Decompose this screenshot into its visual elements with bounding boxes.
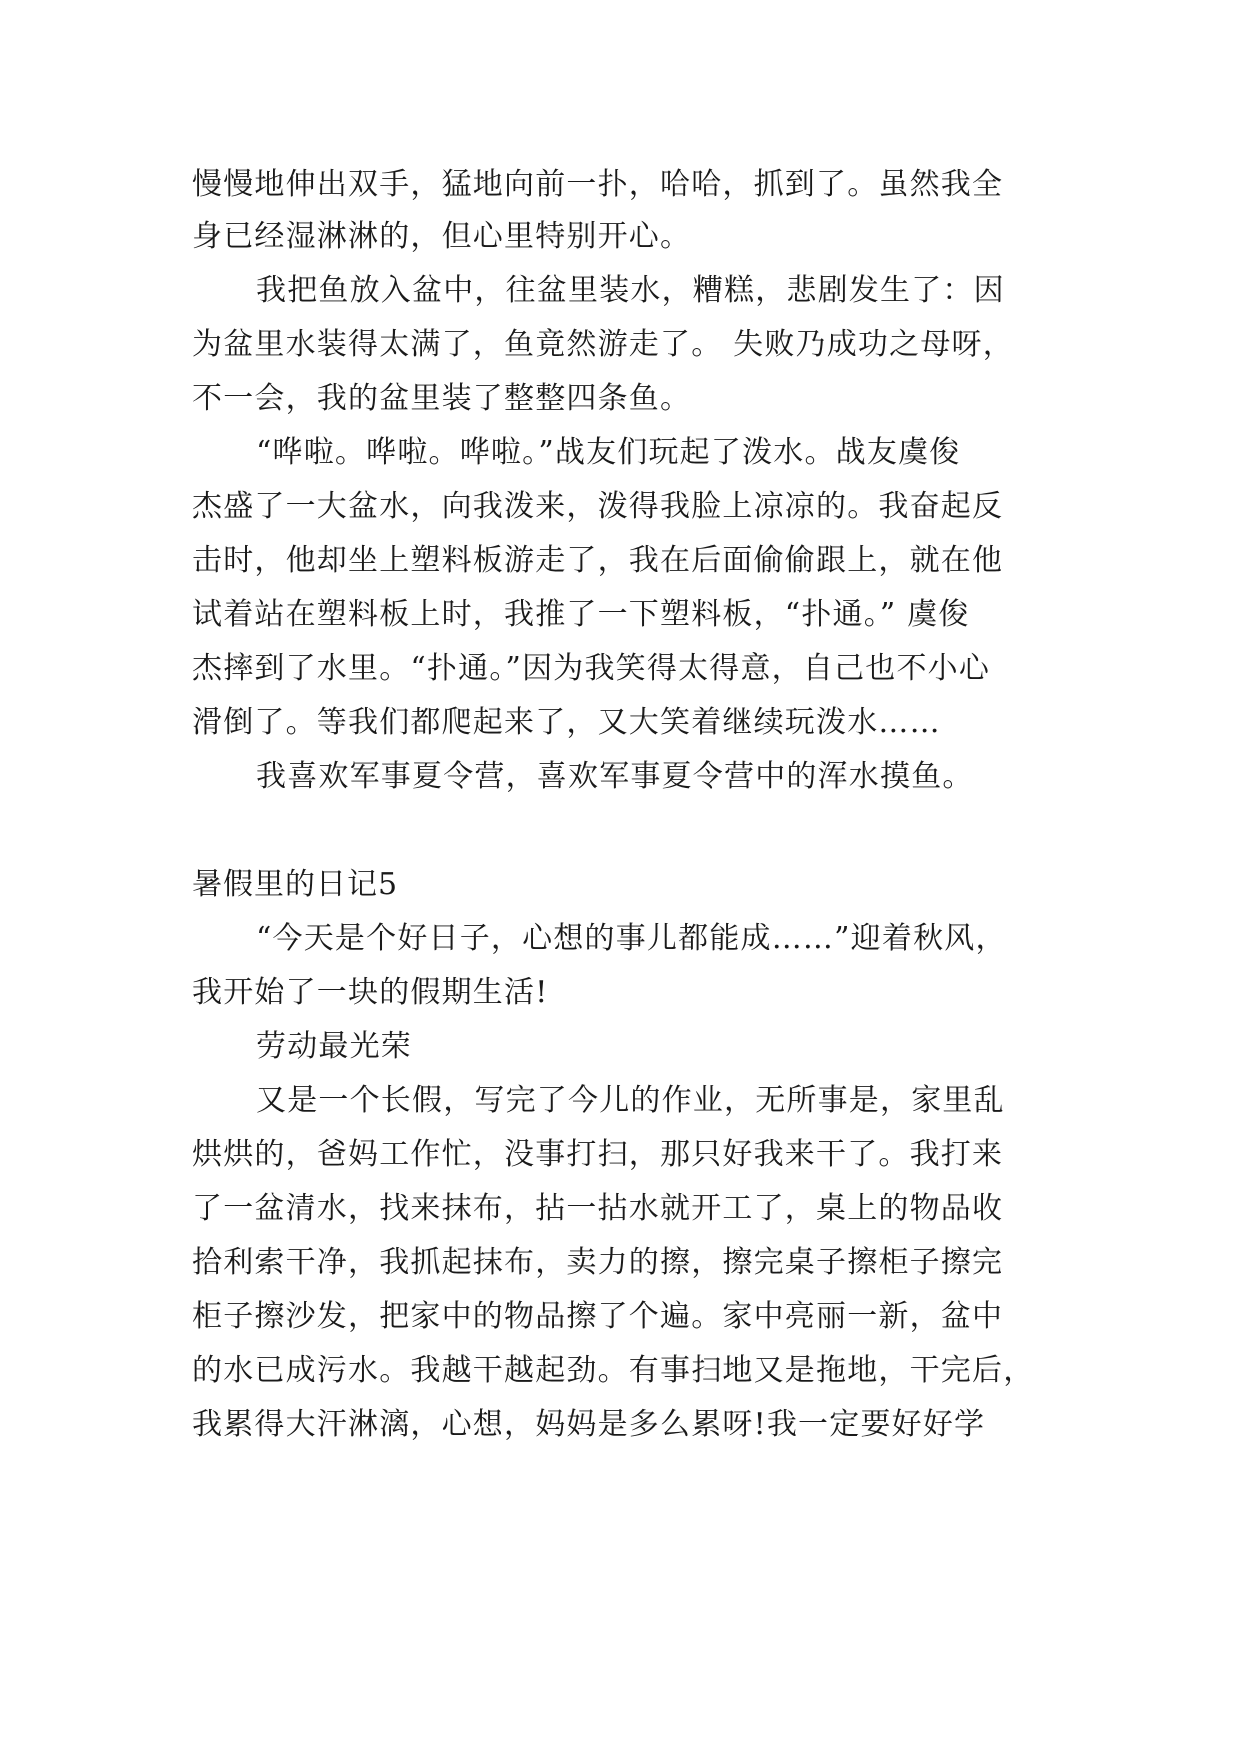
paragraph-line: 我把鱼放入盆中，往盆里装水，糟糕，悲剧发生了：因 xyxy=(256,273,1005,308)
paragraph-line: 击时，他却坐上塑料板游走了，我在后面偷偷跟上，就在他 xyxy=(192,543,1004,578)
paragraph-line: 烘烘的，爸妈工作忙，没事打扫，那只好我来干了。我打来 xyxy=(192,1137,1004,1172)
paragraph-line: 又是一个长假，写完了今儿的作业，无所事是，家里乱 xyxy=(256,1083,1005,1118)
paragraph-line: 慢慢地伸出双手，猛地向前一扑，哈哈，抓到了。虽然我全 xyxy=(192,167,1004,202)
paragraph-line: 的水已成污水。我越干越起劲。有事扫地又是拖地，干完后， xyxy=(192,1353,1035,1388)
section-heading: 暑假里的日记5 xyxy=(192,867,399,902)
paragraph-line: “哗啦。哗啦。哗啦。”战友们玩起了泼水。战友虞俊 xyxy=(256,435,961,470)
paragraph-line: 身已经湿淋淋的，但心里特别开心。 xyxy=(192,219,692,254)
paragraph-line: 杰盛了一大盆水，向我泼来，泼得我脸上凉凉的。我奋起反 xyxy=(192,489,1004,524)
paragraph-line: 不一会，我的盆里装了整整四条鱼。 xyxy=(192,381,692,416)
paragraph-line: 我累得大汗淋漓，心想，妈妈是多么累呀!我一定要好好学 xyxy=(192,1407,986,1442)
paragraph-line: 柜子擦沙发，把家中的物品擦了个遍。家中亮丽一新，盆中 xyxy=(192,1299,1004,1334)
paragraph-line: 我喜欢军事夏令营，喜欢军事夏令营中的浑水摸鱼。 xyxy=(256,759,974,794)
paragraph-line: “今天是个好日子，心想的事儿都能成……”迎着秋风， xyxy=(256,921,1007,956)
paragraph-line: 为盆里水装得太满了，鱼竟然游走了。 失败乃成功之母呀， xyxy=(192,327,1014,362)
paragraph-line: 了一盆清水，找来抹布，拈一拈水就开工了，桌上的物品收 xyxy=(192,1191,1004,1226)
subheading: 劳动最光荣 xyxy=(256,1029,412,1064)
paragraph-line: 拾利索干净，我抓起抹布，卖力的擦，擦完桌子擦柜子擦完 xyxy=(192,1245,1004,1280)
paragraph-line: 杰摔到了水里。“扑通。”因为我笑得太得意，自己也不小心 xyxy=(192,651,991,686)
paragraph-line: 滑倒了。等我们都爬起来了，又大笑着继续玩泼水…… xyxy=(192,705,941,740)
paragraph-line: 我开始了一块的假期生活! xyxy=(192,975,549,1010)
paragraph-line: 试着站在塑料板上时，我推了一下塑料板，“扑通。” 虞俊 xyxy=(192,597,970,632)
